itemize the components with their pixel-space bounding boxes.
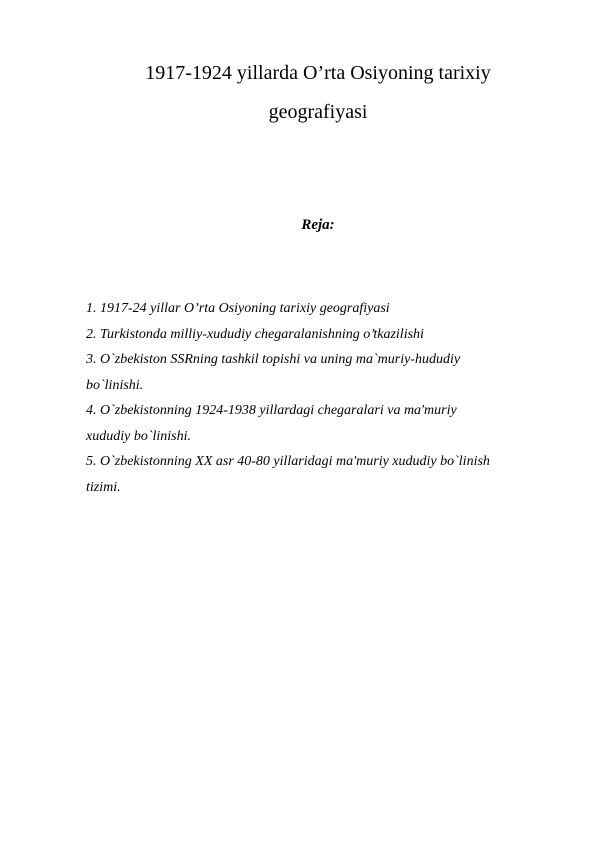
document-title-line-1: 1917-1924 yillarda O’rta Osiyoning tarixiy xyxy=(145,62,491,84)
plan-heading: Reja: xyxy=(301,217,335,233)
plan-item xyxy=(86,347,566,398)
plan-item-line: 5. O`zbekistonning XX asr 40-80 yillaridagi ma'muriy xududiy bo`linish xyxy=(86,454,490,469)
plan-item xyxy=(86,398,566,449)
document-title-line-2: geografiyasi xyxy=(268,101,368,123)
plan-item-line: 3. O`zbekiston SSRning tashkil topishi va uning ma`muriy-hududiy xyxy=(86,352,461,367)
plan-item-line: xududiy bo`linishi. xyxy=(86,428,191,444)
plan-item xyxy=(86,322,566,348)
plan-item-line: tizimi. xyxy=(86,479,121,495)
plan-item-line: bo`linishi. xyxy=(86,377,144,393)
plan-list xyxy=(86,296,566,500)
plan-item-line: 4. O`zbekistonning 1924-1938 yillardagi chegaralari va ma'muriy xyxy=(86,403,457,418)
plan-item-line: 2. Turkistonda milliy-xududiy chegaralanishning o’tkazilishi xyxy=(86,326,424,342)
plan-item xyxy=(86,296,566,322)
plan-item xyxy=(86,449,566,500)
plan-item-line: 1. 1917-24 yillar O’rta Osiyoning tarixiy geografiyasi xyxy=(86,301,390,316)
